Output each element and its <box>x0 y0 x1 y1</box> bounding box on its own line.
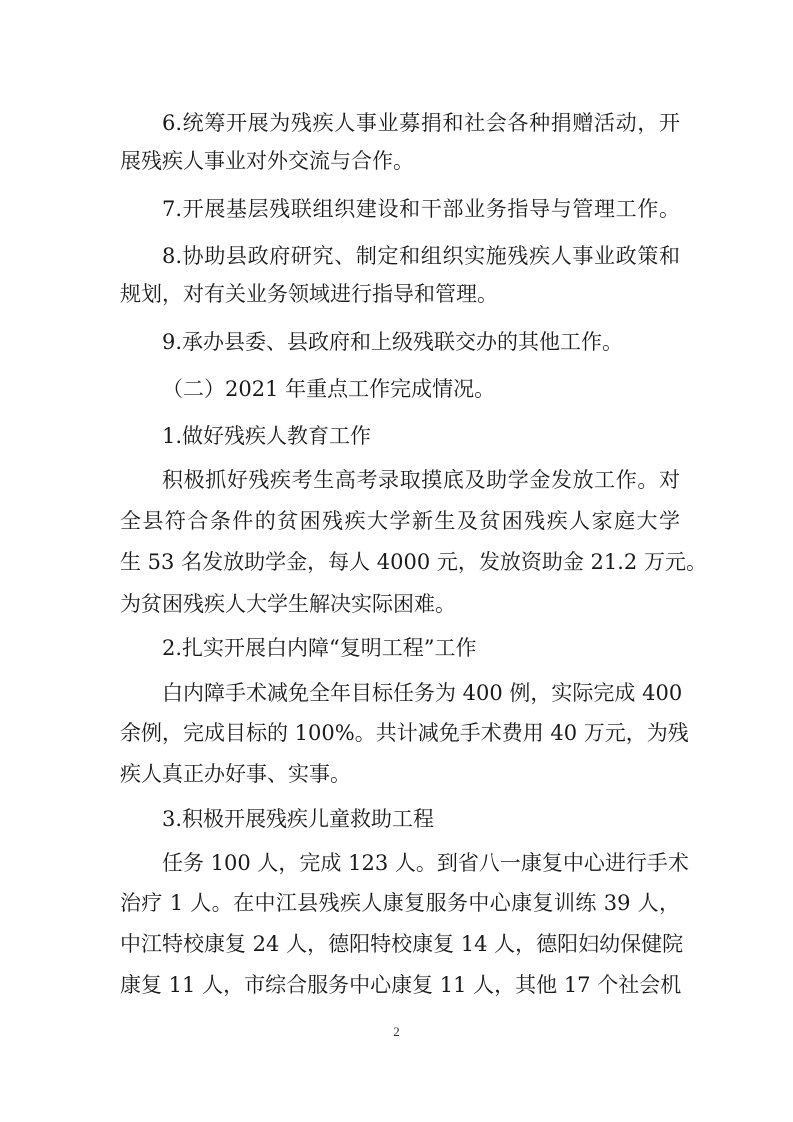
body-children-line-3: 中江特校康复 24 人，德阳特校康复 14 人，德阳妇幼保健院 <box>120 932 684 956</box>
item-8-line-2: 规划，对有关业务领域进行指导和管理。 <box>120 282 498 306</box>
section-2-heading: （二）2021 年重点工作完成情况。 <box>162 377 496 401</box>
subheading-children-rescue: 3.积极开展残疾儿童救助工程 <box>162 807 435 831</box>
body-cataract-line-3: 疾人真正办好事、实事。 <box>120 762 351 786</box>
item-7-line-1: 7.开展基层残联组织建设和干部业务指导与管理工作。 <box>162 197 680 221</box>
body-education-line-4: 为贫困残疾人大学生解决实际困难。 <box>120 592 456 616</box>
item-8-line-1: 8.协助县政府研究、制定和组织实施残疾人事业政策和 <box>162 244 680 268</box>
body-education-line-1: 积极抓好残疾考生高考录取摸底及助学金发放工作。对 <box>162 468 680 492</box>
page-number: 2 <box>393 1024 400 1039</box>
body-children-line-1: 任务 100 人，完成 123 人。到省八一康复中心进行手术 <box>162 851 689 875</box>
item-6-line-2: 展残疾人事业对外交流与合作。 <box>120 149 414 173</box>
body-children-line-4: 康复 11 人，市综合服务中心康复 11 人，其他 17 个社会机 <box>120 973 682 997</box>
subheading-cataract: 2.扎实开展白内障“复明工程”工作 <box>162 636 477 660</box>
body-education-line-3: 生 53 名发放助学金，每人 4000 元，发放资助金 21.2 万元。 <box>120 550 707 574</box>
body-cataract-line-1: 白内障手术减免全年目标任务为 400 例，实际完成 400 <box>162 681 683 705</box>
body-children-line-2: 治疗 1 人。在中江县残疾人康复服务中心康复训练 39 人， <box>120 891 680 915</box>
item-9-line-1: 9.承办县委、县政府和上级残联交办的其他工作。 <box>162 330 624 354</box>
item-6-line-1: 6.统筹开展为残疾人事业募捐和社会各种捐赠活动，开 <box>162 111 680 135</box>
body-education-line-2: 全县符合条件的贫困残疾大学新生及贫困残疾人家庭大学 <box>120 509 680 533</box>
subheading-education: 1.做好残疾人教育工作 <box>162 424 372 448</box>
body-cataract-line-2: 余例，完成目标的 100%。共计减免手术费用 40 万元，为残 <box>120 721 689 745</box>
